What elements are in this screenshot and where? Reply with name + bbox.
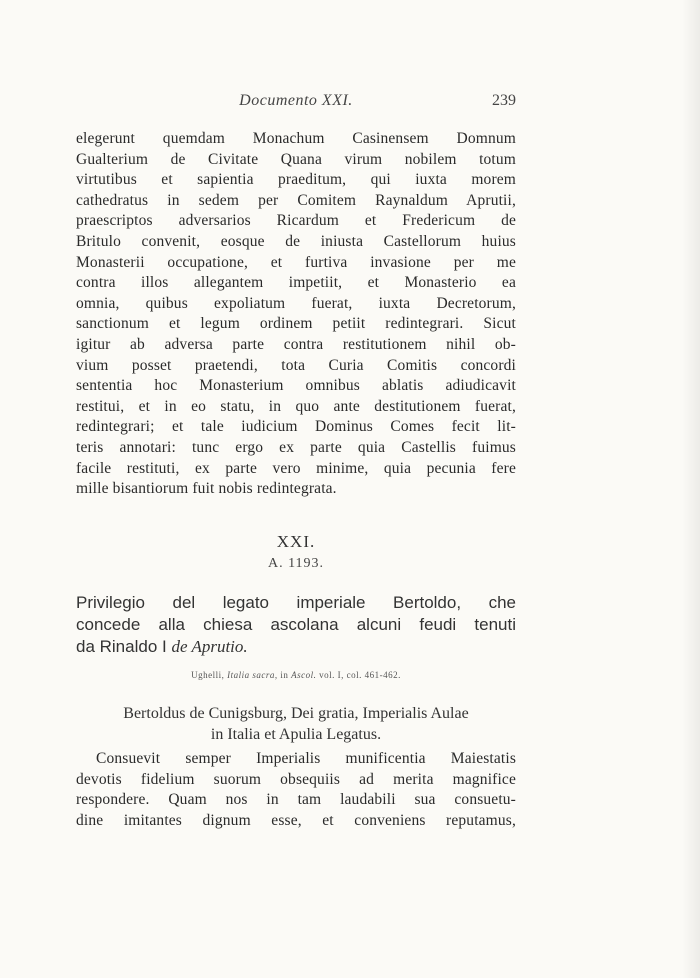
page-number: 239 [492,92,516,109]
title-line-prefix: da Rinaldo I [76,637,172,656]
text-line: vium posset praetendi, tota Curia Comitis concordi [76,356,516,374]
title-line: concede alla chiesa ascolana alcuni feudi tenuti [76,615,516,634]
page-edge-shadow [682,0,700,978]
title-line [76,636,516,658]
text-line: Gualterium de Civitate Quana virum nobilem totum [76,150,516,168]
text-line: restitui, et in eo statu, in quo ante destitutionem fuerat, [76,397,516,415]
text-line: mille bisantiorum fuit nobis redintegrata. [76,480,337,498]
text-line: sanctionum et legum ordinem petiit redintegrari. Sicut [76,315,516,333]
document-text-line: Consuevit semper Imperialis munificentia Maiestatis [96,750,516,767]
text-line: redintegrari; et tale iudicium Dominus Comes fecit lit- [76,418,516,436]
text-line: cathedratus in sedem per Comitem Raynaldum Aprutii, [76,191,516,209]
document-body [76,749,516,831]
source-reference [76,670,516,680]
text-line: contra illos allegantem impetiit, et Monasterio ea [76,274,516,292]
title-line-italic: de Aprutio. [171,637,248,656]
source-middle: in [277,670,292,680]
source-place: Ascol. [291,670,317,680]
source-work: Italia sacra, [227,670,278,680]
document-text-line: devotis fidelium suorum obsequiis ad merita magnifice [76,770,516,788]
source-author: Ughelli, [191,670,228,680]
body-paragraph [76,129,516,500]
running-head: Documento XXI. [239,92,353,109]
heading-line: in Italia et Apulia Legatus. [210,725,382,743]
text-line: teris annotari: tunc ergo ex parte quia Castellis fuimus [76,438,516,456]
document-heading [76,704,516,745]
text-line: sententia hoc Monasterium omnibus ablatis adiudicavit [76,377,516,395]
text-line: virtutibus et sapientia praeditum, qui iuxta morem [76,171,516,189]
text-line: elegerunt quemdam Monachum Casinensem Domnum [76,130,516,147]
heading-line: Bertoldus de Cunigsburg, Dei gratia, Imperialis Aulae [123,705,469,722]
text-line: Britulo convenit, eosque de iniusta Castellorum huius [76,232,516,250]
source-rest: vol. I, col. 461-462. [316,670,401,680]
text-line: Monasterii occupatione, et furtiva invasione per me [76,253,516,271]
document-title [76,592,516,658]
text-line: omnia, quibus expoliatum fuerat, iuxta Decretorum, [76,294,516,312]
title-line: Privilegio del legato imperiale Bertoldo, che [76,593,516,612]
document-text-line: dine imitantes dignum esse, et conveniens reputamus, [76,811,516,829]
section-number: XXI. [276,532,316,551]
text-line: igitur ab adversa parte contra restitutionem nihil ob- [76,335,516,353]
section-year: A. 1193. [267,556,325,571]
text-line: praescriptos adversarios Ricardum et Fredericum de [76,212,516,230]
document-text-line: respondere. Quam nos in tam laudabili sua consuetu- [76,791,516,809]
text-line: facile restituti, ex parte vero minime, quia pecunia fere [76,459,516,477]
page-header [76,92,516,114]
